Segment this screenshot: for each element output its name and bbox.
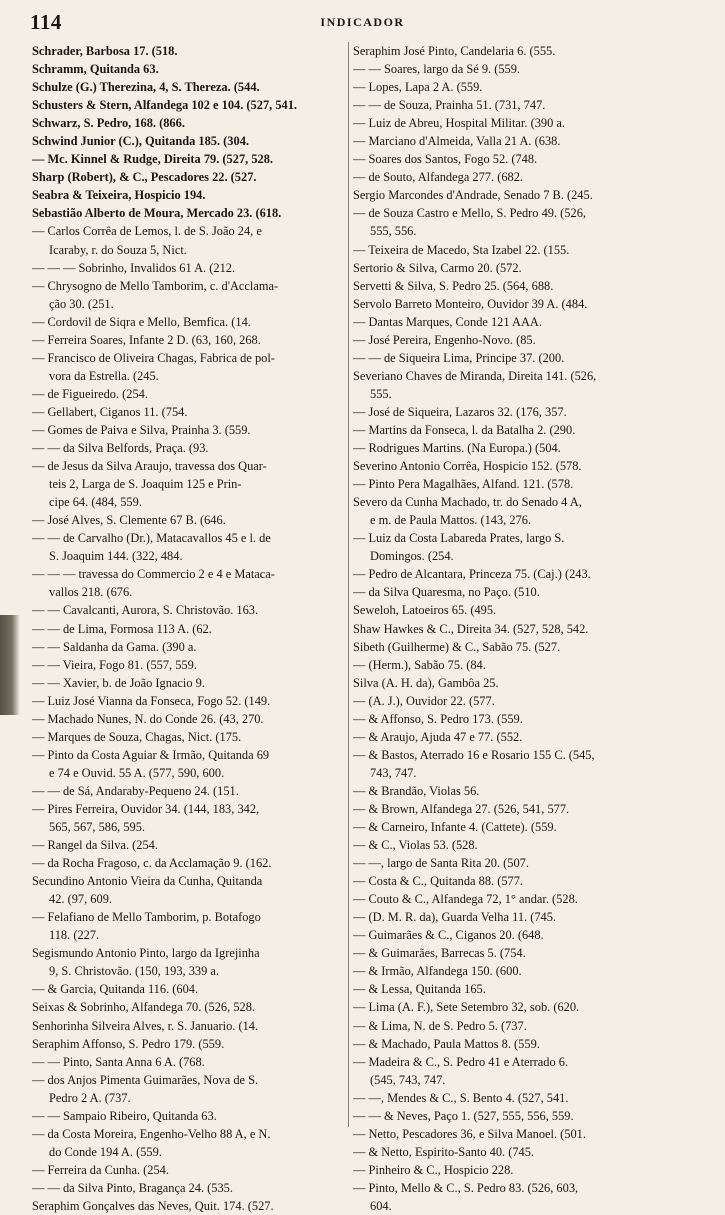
directory-entry-line: — & Brown, Alfandega 27. (526, 541, 577.	[353, 801, 570, 816]
directory-entry-line: — & Araujo, Ajuda 47 e 77. (552.	[353, 729, 523, 744]
directory-entry-line: Seixas & Sobrinho, Alfandega 70. (526, 528.	[32, 1000, 256, 1015]
directory-entry-line: — de Souto, Alfandega 277. (682.	[353, 170, 524, 185]
directory-entry-line: — Martins da Fonseca, l. da Batalha 2. (290.	[353, 422, 576, 437]
directory-entry-line: — & Machado, Paula Mattos 8. (559.	[353, 1036, 540, 1051]
column-divider	[348, 42, 349, 1127]
directory-entry-line: — Gomes de Paiva e Silva, Prainha 3. (559.	[32, 422, 251, 437]
directory-entry-line: — & Irmão, Alfandega 150. (600.	[353, 964, 522, 979]
directory-entry-line: — dos Anjos Pimenta Guimarães, Nova de S.	[32, 1072, 259, 1087]
directory-entry-line: — Soares dos Santos, Fogo 52. (748.	[353, 152, 538, 167]
directory-entry-line: — — — travessa do Commercio 2 e 4 e Mataca-	[32, 567, 275, 582]
directory-entry-line: Severino Antonio Corrêa, Hospicio 152. (578.	[353, 459, 582, 474]
directory-entry-line: — — & Neves, Paço 1. (527, 555, 556, 559.	[353, 1108, 574, 1123]
directory-entry-line: — Luiz da Costa Labareda Prates, largo S.	[353, 531, 565, 546]
directory-entry-line: — (A. J.), Ouvidor 22. (577.	[353, 693, 495, 708]
directory-entry-line: 555.	[370, 386, 392, 401]
page-number: 114	[30, 10, 62, 34]
directory-entry-line: — Gellabert, Ciganos 11. (754.	[32, 404, 188, 419]
directory-entry-line: do Conde 194 A. (559.	[49, 1144, 162, 1159]
directory-entry-line: e 74 e Ouvid. 55 A. (577, 590, 600.	[49, 765, 225, 780]
directory-entry-line: Sergio Marcondes d'Andrade, Senado 7 B. (245.	[353, 188, 593, 203]
directory-entry-line: Shaw Hawkes & C., Direita 34. (527, 528, 542.	[353, 621, 589, 636]
directory-entry-line: Icaraby, r. do Souza 5, Nict.	[49, 242, 187, 257]
directory-entry-line: — Costa & C., Quitanda 88. (577.	[353, 874, 524, 889]
directory-entry-line: — Couto & C., Alfandega 72, 1° andar. (528.	[353, 892, 578, 907]
directory-entry-line: — & Lessa, Quitanda 165.	[353, 982, 486, 997]
directory-entry-line: — — Xavier, b. de João Ignacio 9.	[32, 675, 205, 690]
directory-entry-line: — — Cavalcanti, Aurora, S. Christovão. 163.	[32, 603, 259, 618]
directory-entry-line: (545, 743, 747.	[370, 1072, 446, 1087]
directory-entry-line: — Machado Nunes, N. do Conde 26. (43, 270.	[32, 711, 264, 726]
directory-entry-line: — de Jesus da Silva Araujo, travessa dos Quar-	[32, 459, 267, 474]
directory-entry-line: 604.	[370, 1199, 392, 1213]
directory-entry-line: Domingos. (254.	[370, 549, 454, 564]
directory-entry-line: Seraphim José Pinto, Candelaria 6. (555.	[353, 44, 556, 58]
directory-entry-line: 118. (227.	[49, 928, 100, 943]
directory-entry-line: — de Souza Castro e Mello, S. Pedro 49. (526,	[353, 206, 586, 221]
directory-entry-line: — (D. M. R. da), Guarda Velha 11. (745.	[353, 910, 557, 925]
directory-entry-line: 743, 747.	[370, 765, 417, 780]
directory-entry-line: Servolo Barreto Monteiro, Ouvidor 39 A. (484.	[353, 296, 588, 311]
directory-entry-line: — Chrysogno de Mello Tamborim, c. d'Acclama-	[32, 278, 279, 293]
directory-entry-line: — — de Carvalho (Dr.), Matacavallos 45 e l. de	[32, 531, 271, 546]
directory-entry-line: Sharp (Robert), & C., Pescadores 22. (527.	[32, 170, 257, 185]
directory-entry-line: — (Herm.), Sabão 75. (84.	[353, 657, 486, 672]
directory-entry-line: Pedro 2 A. (737.	[49, 1090, 131, 1105]
directory-entry-line: — Pinheiro & C., Hospicio 228.	[353, 1162, 514, 1177]
directory-entry-line: — & Brandão, Violas 56.	[353, 783, 480, 798]
directory-entry-line: — & Netto, Espirito-Santo 40. (745.	[353, 1144, 535, 1159]
directory-entry-line: — José Alves, S. Clemente 67 B. (646.	[32, 513, 226, 528]
directory-entry-line: — Pinto da Costa Aguiar & Irmão, Quitanda 69	[32, 747, 270, 762]
left-column	[32, 42, 346, 1215]
directory-entry-line: — — de Souza, Prainha 51. (731, 747.	[353, 98, 546, 113]
directory-entry-line: — & C., Violas 53. (528.	[353, 838, 478, 853]
directory-entry-line: — Dantas Marques, Conde 121 AAA.	[353, 314, 542, 329]
directory-entry-line: — Marques de Souza, Chagas, Nict. (175.	[32, 729, 242, 744]
directory-entry-line: — — Soares, largo da Sé 9. (559.	[353, 62, 521, 77]
directory-entry-line: S. Joaquim 144. (322, 484.	[49, 549, 183, 564]
directory-entry-line: — — Vieira, Fogo 81. (557, 559.	[32, 657, 197, 672]
directory-entry-line: — Ferreira da Cunha. (254.	[32, 1162, 169, 1177]
directory-entry-line: Schulze (G.) Therezina, 4, S. Thereza. (544.	[32, 80, 260, 95]
directory-entry-line: — Pinto, Mello & C., S. Pedro 83. (526, 603,	[353, 1180, 579, 1195]
directory-entry-line: — Pinto Pera Magalhães, Alfand. 121. (578.	[353, 477, 574, 492]
directory-entry-line: — Pires Ferreira, Ouvidor 34. (144, 183, 342,	[32, 801, 260, 816]
directory-entry-line: Sertorio & Silva, Carmo 20. (572.	[353, 260, 522, 275]
directory-entry-line: — —, largo de Santa Rita 20. (507.	[353, 856, 529, 871]
directory-entry-line: — Madeira & C., S. Pedro 41 e Aterrado 6.	[353, 1054, 569, 1069]
directory-entry-line: — — da Silva Belfords, Praça. (93.	[32, 441, 209, 456]
directory-entry-line: Severiano Chaves de Miranda, Direita 141. (526,	[353, 368, 597, 383]
directory-entry-line: — Lima (A. F.), Sete Setembro 32, sob. (620.	[353, 1000, 580, 1015]
directory-entry-line: 42. (97, 609.	[49, 892, 112, 907]
directory-entry-line: — — — Sobrinho, Invalidos 61 A. (212.	[32, 260, 236, 275]
directory-entry-line: — da Silva Quaresma, no Paço. (510.	[353, 585, 540, 600]
directory-entry-line: — Luiz José Vianna da Fonseca, Fogo 52. (149.	[32, 693, 271, 708]
directory-entry-line: — José de Siqueira, Lazaros 32. (176, 357.	[353, 404, 567, 419]
directory-entry-line: — Netto, Pescadores 36, e Silva Manoel. (501.	[353, 1126, 586, 1141]
directory-entry-line: — Francisco de Oliveira Chagas, Fabrica de pol-	[32, 350, 275, 365]
directory-entry-line: e m. de Paula Mattos. (143, 276.	[370, 513, 532, 528]
directory-entry-line: cipe 64. (484, 559.	[49, 495, 142, 510]
directory-entry-line: — Felafiano de Mello Tamborim, p. Botafogo	[32, 910, 261, 925]
directory-entry-line: — — da Silva Pinto, Bragança 24. (535.	[32, 1180, 233, 1195]
directory-entry-line: Sibeth (Guilherme) & C., Sabão 75. (527.	[353, 639, 561, 654]
directory-entry-line: Seraphim Gonçalves das Neves, Quit. 174. (527.	[32, 1199, 274, 1213]
directory-entry-line: ção 30. (251.	[49, 296, 114, 311]
directory-entry-line: — — Pinto, Santa Anna 6 A. (768.	[32, 1054, 205, 1069]
directory-entry-line: — Cordovil de Siqra e Mello, Bemfica. (14.	[32, 314, 251, 329]
directory-entry-line: — — de Sá, Andaraby-Pequeno 24. (151.	[32, 783, 239, 798]
directory-entry-line: — Guimarães & C., Ciganos 20. (648.	[353, 928, 544, 943]
directory-entry-line: — Rangel da Silva. (254.	[32, 838, 158, 853]
directory-entry-line: Sebastião Alberto de Moura, Mercado 23. (618.	[32, 206, 282, 221]
directory-entry-line: vallos 218. (676.	[49, 585, 133, 600]
directory-entry-line: Senhorinha Silveira Alves, r. S. Januario. (14.	[32, 1018, 259, 1033]
directory-entry-line: — Pedro de Alcantara, Princeza 75. (Caj.) (243.	[353, 567, 591, 582]
directory-entry-line: Schrader, Barbosa 17. (518.	[32, 44, 178, 58]
directory-entry-line: Seabra & Teixeira, Hospicio 194.	[32, 188, 206, 203]
directory-entry-line: — & Carneiro, Infante 4. (Cattete). (559.	[353, 820, 557, 835]
directory-entry-line: — Lopes, Lapa 2 A. (559.	[353, 80, 483, 95]
directory-entry-line: 555, 556.	[370, 224, 417, 239]
directory-entry-line: — — Sampaio Ribeiro, Quitanda 63.	[32, 1108, 217, 1123]
page-header	[0, 10, 725, 36]
directory-entry-line: — & Guimarães, Barrecas 5. (754.	[353, 946, 526, 961]
directory-entry-line: Servetti & Silva, S. Pedro 25. (564, 688.	[353, 278, 554, 293]
directory-entry-line: — José Pereira, Engenho-Novo. (85.	[353, 332, 536, 347]
directory-entry-line: Seraphim Affonso, S. Pedro 179. (559.	[32, 1036, 225, 1051]
binding-shadow	[0, 615, 20, 715]
directory-entry-line: — Marciano d'Almeida, Valla 21 A. (638.	[353, 134, 561, 149]
directory-entry-line: — Luiz de Abreu, Hospital Militar. (390 a.	[353, 116, 565, 131]
directory-entry-line: — — de Lima, Formosa 113 A. (62.	[32, 621, 212, 636]
directory-entry-line: — Rodrigues Martins. (Na Europa.) (504.	[353, 441, 561, 456]
directory-entry-line: Silva (A. H. da), Gambôa 25.	[353, 675, 499, 690]
directory-entry-line: — & Lima, N. de S. Pedro 5. (737.	[353, 1018, 527, 1033]
directory-entry-line: 565, 567, 586, 595.	[49, 820, 146, 835]
directory-entry-line: Schramm, Quitanda 63.	[32, 62, 159, 77]
directory-entry-line: Secundino Antonio Vieira da Cunha, Quitanda	[32, 874, 263, 889]
directory-entry-line: — & Bastos, Aterrado 16 e Rosario 155 C. (545,	[353, 747, 595, 762]
directory-entry-line: — de Figueiredo. (254.	[32, 386, 148, 401]
directory-entry-line: Schusters & Stern, Alfandega 102 e 104. (527, 541.	[32, 98, 298, 113]
directory-entry-line: 9, S. Christovão. (150, 193, 339 a.	[49, 964, 220, 979]
directory-entry-line: — & Affonso, S. Pedro 173. (559.	[353, 711, 523, 726]
directory-entry-line: — Teixeira de Macedo, Sta Izabel 22. (155.	[353, 242, 570, 257]
directory-entry-line: — da Rocha Fragoso, c. da Acclamação 9. (162.	[32, 856, 272, 871]
directory-entry-line: vora da Estrella. (245.	[49, 368, 159, 383]
directory-entry-line: — Carlos Corrêa de Lemos, l. de S. João 24, e	[32, 224, 262, 239]
directory-entry-line: — & Garcia, Quitanda 116. (604.	[32, 982, 199, 997]
running-title: INDICADOR	[320, 15, 405, 29]
directory-entry-line: Schwind Junior (C.), Quitanda 185. (304.	[32, 134, 249, 149]
directory-entry-line: — Ferreira Soares, Infante 2 D. (63, 160, 268.	[32, 332, 261, 347]
directory-entry-line: Seweloh, Latoeiros 65. (495.	[353, 603, 497, 618]
directory-entry-line: — da Costa Moreira, Engenho-Velho 88 A, e N.	[32, 1126, 271, 1141]
directory-entry-line: — —, Mendes & C., S. Bento 4. (527, 541.	[353, 1090, 569, 1105]
directory-entry-line: — Mc. Kinnel & Rudge, Direita 79. (527, 528.	[32, 152, 274, 167]
directory-entry-line: — — de Siqueira Lima, Principe 37. (200.	[353, 350, 565, 365]
directory-entry-line: — — Saldanha da Gama. (390 a.	[32, 639, 197, 654]
directory-entry-line: Severo da Cunha Machado, tr. do Senado 4 A,	[353, 495, 582, 510]
right-column	[353, 42, 713, 1215]
directory-entry-line: teis 2, Larga de S. Joaquim 125 e Prin-	[49, 477, 242, 492]
directory-entry-line: Schwarz, S. Pedro, 168. (866.	[32, 116, 185, 131]
directory-entry-line: Segismundo Antonio Pinto, largo da Igrejinha	[32, 946, 260, 961]
